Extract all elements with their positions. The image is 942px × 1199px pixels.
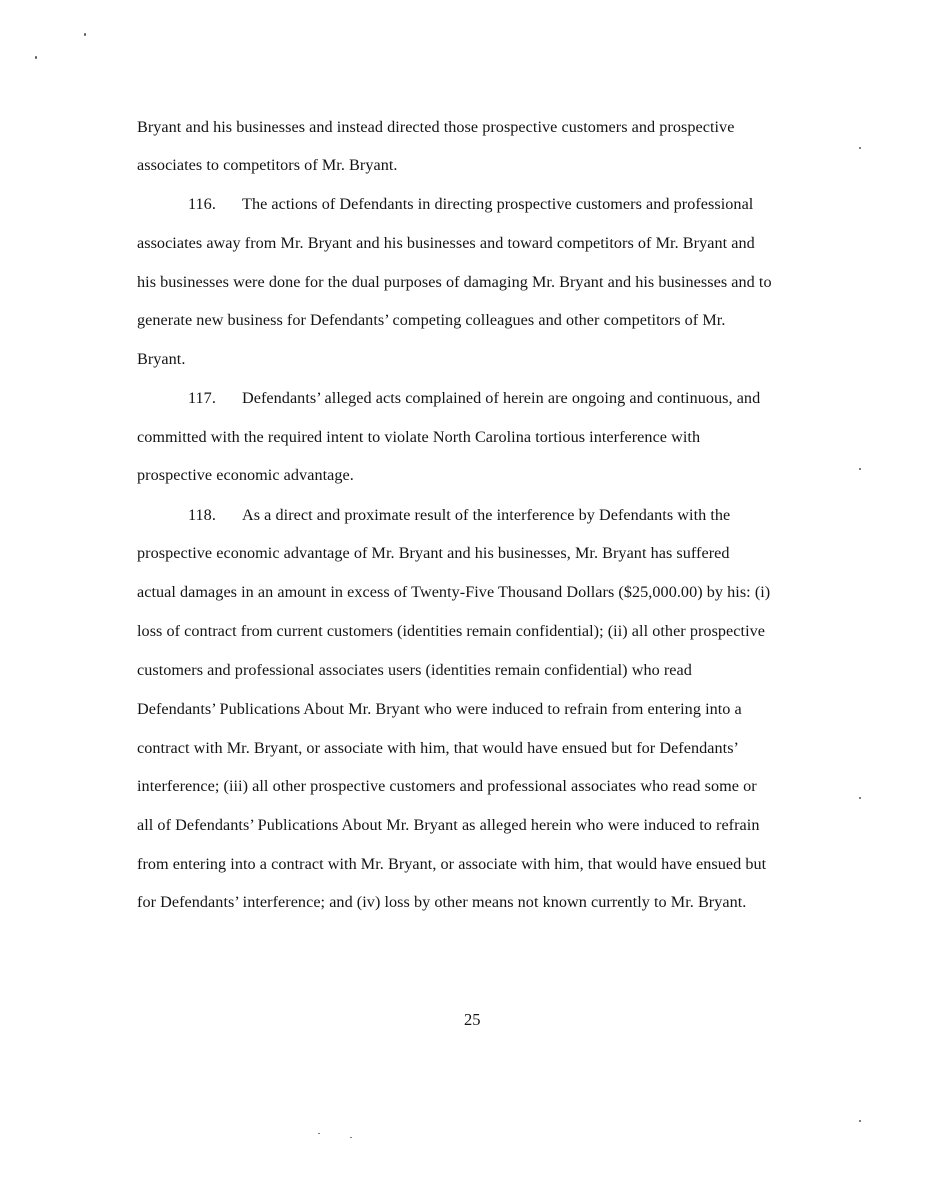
text-line: Bryant. [137,350,186,368]
text-line: associates to competitors of Mr. Bryant. [137,156,398,174]
text-line: all of Defendants’ Publications About Mr. Bryant as alleged herein who were induced to refrain [137,816,760,834]
text-line: from entering into a contract with Mr. Bryant, or associate with him, that would have ensued but [137,855,767,873]
scan-speck [318,1133,320,1134]
text-line: actual damages in an amount in excess of Twenty-Five Thousand Dollars ($25,000.00) by his: (i) [137,583,771,601]
page-number: 25 [464,1010,481,1029]
text-line: for Defendants’ interference; and (iv) loss by other means not known currently to Mr. Bryant. [137,893,747,911]
paragraph-number: 117. [188,389,216,407]
text-line: prospective economic advantage. [137,466,354,484]
text-line: associates away from Mr. Bryant and his businesses and toward competitors of Mr. Bryant and [137,234,755,252]
text-line: committed with the required intent to violate North Carolina tortious interference with [137,428,701,446]
text-line: The actions of Defendants in directing prospective customers and professional [242,195,754,213]
text-line: his businesses were done for the dual purposes of damaging Mr. Bryant and his businesses and to [137,273,772,291]
text-line: Bryant and his businesses and instead directed those prospective customers and prospective [137,118,735,136]
scan-speck [350,1137,352,1138]
paragraph-116-first-line [188,194,753,214]
scan-speck [35,56,37,59]
text-line: Defendants’ Publications About Mr. Bryant who were induced to refrain from entering into a [137,700,742,718]
scan-speck [859,797,861,799]
paragraph-number: 116. [188,195,216,213]
text-line: loss of contract from current customers (identities remain confidential); (ii) all other prospective [137,622,766,640]
text-line: generate new business for Defendants’ competing colleagues and other competitors of Mr. [137,311,726,329]
text-line: contract with Mr. Bryant, or associate with him, that would have ensued but for Defendants’ [137,739,739,757]
text-line: As a direct and proximate result of the interference by Defendants with the [242,506,731,524]
scan-speck [859,468,861,470]
text-line: customers and professional associates users (identities remain confidential) who read [137,661,692,679]
scan-speck [859,147,861,149]
text-line: Defendants’ alleged acts complained of herein are ongoing and continuous, and [242,389,761,407]
paragraph-117-first-line [188,388,760,408]
scan-speck [859,1120,861,1122]
text-line: prospective economic advantage of Mr. Bryant and his businesses, Mr. Bryant has suffered [137,544,730,562]
paragraph-118-first-line [188,505,730,525]
scan-speck [84,33,86,36]
text-line: interference; (iii) all other prospective customers and professional associates who read some or [137,777,757,795]
paragraph-number: 118. [188,506,216,524]
